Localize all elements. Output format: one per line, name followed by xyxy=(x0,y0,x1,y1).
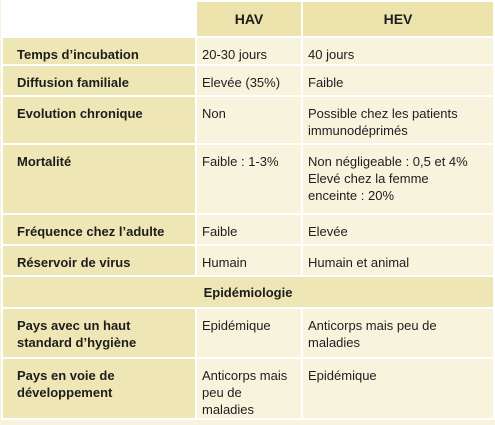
row-label: Fréquence chez l’adulte xyxy=(2,214,196,245)
comparison-table xyxy=(1,0,495,420)
header-row xyxy=(2,1,494,37)
table-row xyxy=(2,358,494,419)
hav-cell: Epidémique xyxy=(196,308,302,358)
section-row xyxy=(2,276,494,308)
hav-cell: Elevée (35%) xyxy=(196,65,302,96)
table-row xyxy=(2,96,494,144)
hev-cell: Possible chez les patients immunodéprimés xyxy=(302,96,494,144)
header-hav: HAV xyxy=(196,1,302,37)
row-label: Evolution chronique xyxy=(2,96,196,144)
table-row xyxy=(2,308,494,358)
row-label: Pays en voie de développement xyxy=(2,358,196,419)
table-row xyxy=(2,144,494,214)
row-label: Mortalité xyxy=(2,144,196,214)
hev-cell: Humain et animal xyxy=(302,245,494,276)
hav-cell: 20-30 jours xyxy=(196,37,302,65)
hev-cell: Anticorps mais peu de maladies xyxy=(302,308,494,358)
table-row xyxy=(2,37,494,65)
hev-cell: Epidémique xyxy=(302,358,494,419)
section-title: Epidémiologie xyxy=(2,276,494,308)
header-corner-cell xyxy=(2,1,196,37)
row-label: Pays avec un haut standard d’hygiène xyxy=(2,308,196,358)
hav-cell: Faible : 1-3% xyxy=(196,144,302,214)
hav-cell: Anticorps mais peu de maladies xyxy=(196,358,302,419)
hev-cell: Non négligeable : 0,5 et 4% Elevé chez la femme enceinte : 20% xyxy=(302,144,494,214)
header-hev: HEV xyxy=(302,1,494,37)
row-label: Réservoir de virus xyxy=(2,245,196,276)
hev-cell: Elevée xyxy=(302,214,494,245)
hav-cell: Non xyxy=(196,96,302,144)
hav-cell: Faible xyxy=(196,214,302,245)
hev-cell: 40 jours xyxy=(302,37,494,65)
table-row xyxy=(2,245,494,276)
row-label: Diffusion familiale xyxy=(2,65,196,96)
hev-cell: Faible xyxy=(302,65,494,96)
row-label: Temps d’incubation xyxy=(2,37,196,65)
table-row xyxy=(2,214,494,245)
hav-cell: Humain xyxy=(196,245,302,276)
table-row xyxy=(2,65,494,96)
